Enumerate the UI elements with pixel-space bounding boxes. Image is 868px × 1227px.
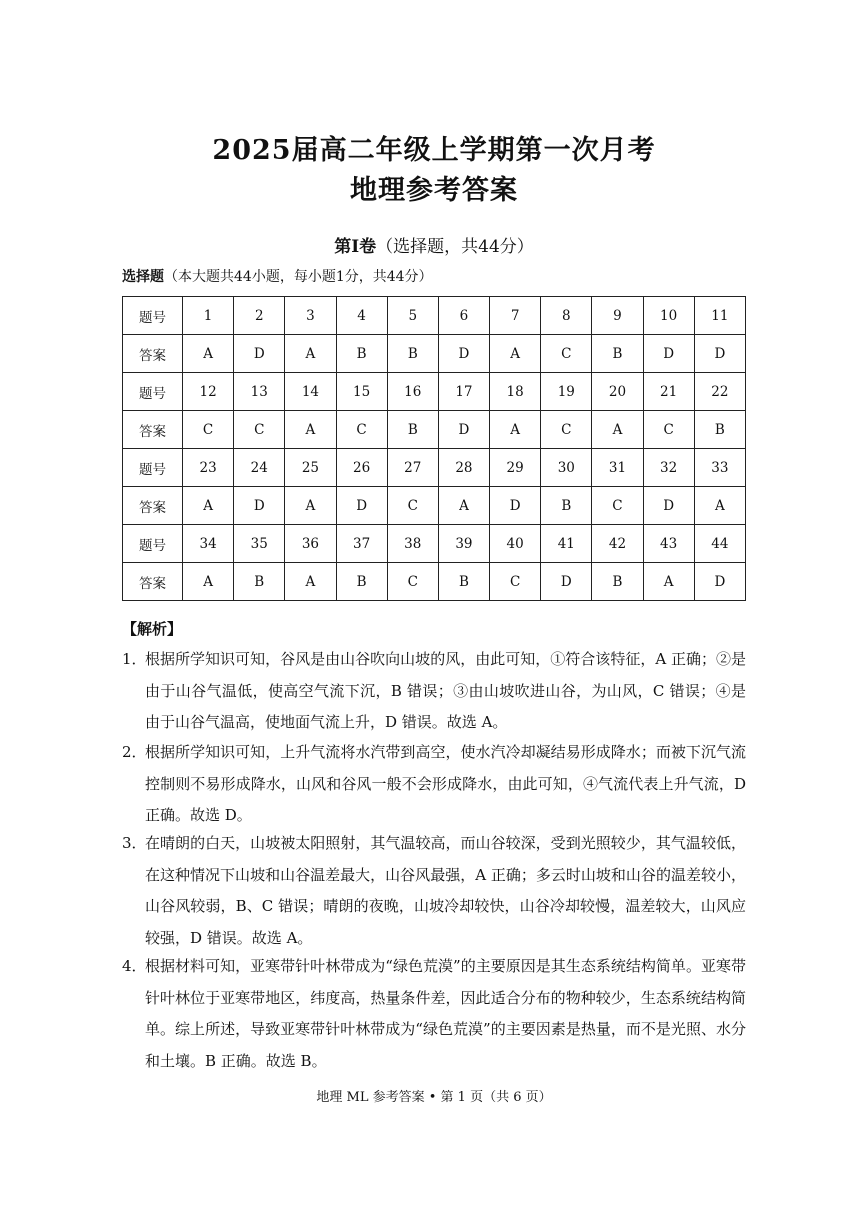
- answer-row: [123, 563, 746, 601]
- question-number-cell: 21: [643, 373, 694, 411]
- section-instruction: [122, 266, 433, 286]
- question-number-cell: 8: [541, 297, 592, 335]
- answer-cell: C: [387, 487, 438, 525]
- item-text: 根据所学知识可知，上升气流将水汽带到高空，使水汽冷却凝结易形成降水；而被下沉气流控制则不易形成降水，山风和谷风一般不会形成降水，由此可知，④气流代表上升气流，D 正确。故选 D。: [145, 743, 746, 824]
- question-number-cell: 29: [490, 449, 541, 487]
- question-number-cell: 23: [183, 449, 234, 487]
- question-number-cell: 20: [592, 373, 643, 411]
- item-text: 在晴朗的白天，山坡被太阳照射，其气温较高，而山谷较深，受到光照较少，其气温较低，在这种情况下山坡和山谷温差最大，山谷风最强，A 正确；多云时山坡和山谷的温差较小，山谷风较弱，B、C 错误；晴朗的夜晚，山坡冷却较快，山谷冷却较慢，温差较大，山风应较强，D 错误。故选 A。: [145, 834, 746, 947]
- question-number-cell: 40: [490, 525, 541, 563]
- answer-cell: D: [694, 335, 745, 373]
- analysis-item: [122, 737, 746, 832]
- answer-cell: B: [541, 487, 592, 525]
- answer-row: [123, 487, 746, 525]
- question-number-cell: 2: [234, 297, 285, 335]
- item-text: 根据所学知识可知，谷风是由山谷吹向山坡的风，由此可知，①符合该特征，A 正确；②是由于山谷气温低，使高空气流下沉，B 错误；③由山坡吹进山谷，为山风，C 错误；④是由于山谷气温高，使地面气流上升，D 错误。故选 A。: [145, 650, 746, 731]
- question-number-cell: 44: [694, 525, 745, 563]
- answer-cell: A: [490, 411, 541, 449]
- question-number-cell: 31: [592, 449, 643, 487]
- answer-cell: B: [234, 563, 285, 601]
- question-number-cell: 1: [183, 297, 234, 335]
- item-text: 根据材料可知，亚寒带针叶林带成为“绿色荒漠”的主要原因是其生态系统结构简单。亚寒带针叶林位于亚寒带地区，纬度高，热量条件差，因此适合分布的物种较少，生态系统结构简单。综上所述，导致亚寒带针叶林带成为“绿色荒漠”的主要因素是热量，而不是光照、水分和土壤。B 正确。故选 B。: [145, 957, 746, 1070]
- answer-cell: B: [438, 563, 489, 601]
- question-number-cell: 13: [234, 373, 285, 411]
- question-number-label: 题号: [123, 449, 183, 487]
- answer-cell: D: [438, 411, 489, 449]
- section-heading-bold: 第Ⅰ卷: [334, 237, 377, 257]
- question-number-label: 题号: [123, 373, 183, 411]
- answer-label: 答案: [123, 487, 183, 525]
- answer-row: [123, 335, 746, 373]
- answer-cell: D: [336, 487, 387, 525]
- answer-label: 答案: [123, 563, 183, 601]
- question-number-row: [123, 449, 746, 487]
- question-number-cell: 25: [285, 449, 336, 487]
- question-number-cell: 10: [643, 297, 694, 335]
- answer-cell: A: [285, 487, 336, 525]
- answer-cell: D: [643, 487, 694, 525]
- answer-cell: A: [285, 411, 336, 449]
- question-number-cell: 9: [592, 297, 643, 335]
- answer-cell: A: [183, 335, 234, 373]
- question-number-cell: 19: [541, 373, 592, 411]
- analysis-item: [122, 644, 746, 739]
- answer-cell: D: [643, 335, 694, 373]
- section-heading: [0, 232, 868, 257]
- item-number: 4．: [122, 957, 147, 975]
- answer-cell: C: [643, 411, 694, 449]
- answer-cell: C: [541, 335, 592, 373]
- answer-cell: A: [490, 335, 541, 373]
- answer-cell: B: [336, 563, 387, 601]
- answer-cell: D: [234, 335, 285, 373]
- question-number-row: [123, 373, 746, 411]
- answer-cell: B: [336, 335, 387, 373]
- question-number-cell: 32: [643, 449, 694, 487]
- answer-cell: D: [490, 487, 541, 525]
- analysis-heading: 【解析】: [122, 620, 183, 638]
- question-number-cell: 16: [387, 373, 438, 411]
- answer-cell: B: [694, 411, 745, 449]
- answer-label: 答案: [123, 335, 183, 373]
- answer-cell: A: [183, 563, 234, 601]
- answer-cell: A: [183, 487, 234, 525]
- answer-cell: B: [387, 411, 438, 449]
- answer-cell: A: [285, 563, 336, 601]
- answer-cell: B: [387, 335, 438, 373]
- document-title: 2025届高二年级上学期第一次月考: [212, 135, 656, 166]
- question-number-cell: 28: [438, 449, 489, 487]
- answer-cell: C: [183, 411, 234, 449]
- question-number-cell: 14: [285, 373, 336, 411]
- question-number-cell: 37: [336, 525, 387, 563]
- question-number-cell: 18: [490, 373, 541, 411]
- item-number: 3．: [122, 834, 147, 852]
- answer-cell: D: [438, 335, 489, 373]
- question-number-cell: 27: [387, 449, 438, 487]
- question-number-cell: 3: [285, 297, 336, 335]
- question-number-cell: 36: [285, 525, 336, 563]
- question-number-cell: 15: [336, 373, 387, 411]
- document-subtitle: 地理参考答案: [350, 175, 518, 206]
- question-number-cell: 34: [183, 525, 234, 563]
- question-number-cell: 22: [694, 373, 745, 411]
- answer-cell: C: [234, 411, 285, 449]
- answer-cell: D: [541, 563, 592, 601]
- answer-cell: A: [438, 487, 489, 525]
- answer-label: 答案: [123, 411, 183, 449]
- question-number-cell: 26: [336, 449, 387, 487]
- question-number-cell: 24: [234, 449, 285, 487]
- answer-cell: D: [234, 487, 285, 525]
- page-footer: 地理 ML 参考答案 • 第 1 页（共 6 页）: [316, 1090, 552, 1105]
- question-number-cell: 35: [234, 525, 285, 563]
- answer-cell: B: [592, 563, 643, 601]
- instruction-rest: （本大题共44小题，每小题1分，共44分）: [164, 269, 433, 285]
- question-number-row: [123, 525, 746, 563]
- question-number-cell: 38: [387, 525, 438, 563]
- answer-cell: C: [490, 563, 541, 601]
- item-number: 2．: [122, 743, 147, 761]
- question-number-cell: 5: [387, 297, 438, 335]
- instruction-bold: 选择题: [122, 269, 164, 285]
- answer-cell: B: [592, 335, 643, 373]
- analysis-item: [122, 828, 746, 954]
- question-number-label: 题号: [123, 297, 183, 335]
- answer-row: [123, 411, 746, 449]
- answer-cell: D: [694, 563, 745, 601]
- question-number-cell: 4: [336, 297, 387, 335]
- question-number-cell: 39: [438, 525, 489, 563]
- answer-cell: C: [592, 487, 643, 525]
- question-number-cell: 41: [541, 525, 592, 563]
- answer-cell: C: [387, 563, 438, 601]
- question-number-cell: 7: [490, 297, 541, 335]
- answer-cell: A: [643, 563, 694, 601]
- answer-cell: C: [336, 411, 387, 449]
- question-number-cell: 42: [592, 525, 643, 563]
- question-number-row: [123, 297, 746, 335]
- question-number-cell: 11: [694, 297, 745, 335]
- question-number-cell: 17: [438, 373, 489, 411]
- question-number-cell: 43: [643, 525, 694, 563]
- answer-cell: A: [592, 411, 643, 449]
- question-number-cell: 6: [438, 297, 489, 335]
- analysis-item: [122, 951, 746, 1077]
- question-number-cell: 30: [541, 449, 592, 487]
- answer-cell: C: [541, 411, 592, 449]
- question-number-cell: 12: [183, 373, 234, 411]
- answer-table: [122, 296, 746, 601]
- answer-cell: A: [285, 335, 336, 373]
- question-number-label: 题号: [123, 525, 183, 563]
- answer-cell: A: [694, 487, 745, 525]
- question-number-cell: 33: [694, 449, 745, 487]
- item-number: 1．: [122, 650, 147, 668]
- section-heading-rest: （选择题，共44分）: [376, 237, 534, 257]
